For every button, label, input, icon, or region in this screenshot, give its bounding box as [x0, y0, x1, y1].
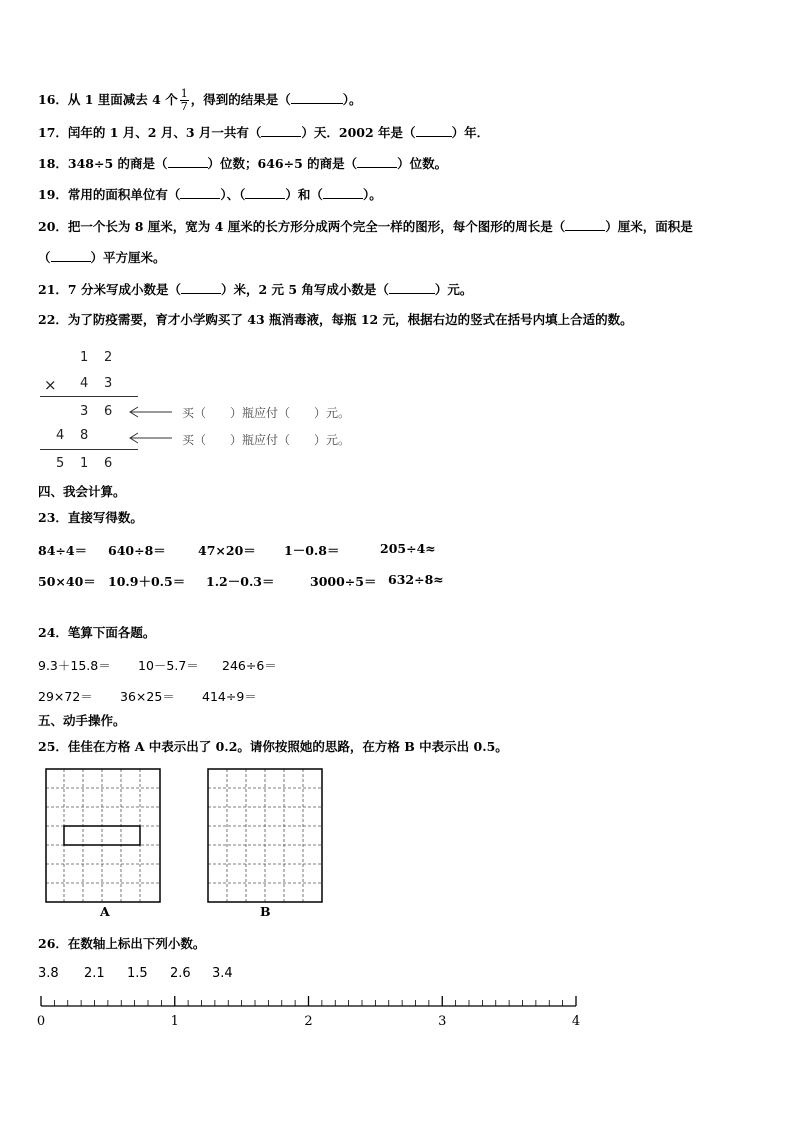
question-24-title: 24．笔算下面各题。 — [38, 625, 156, 640]
calc-item: 9.3＋15.8＝ — [38, 658, 111, 673]
number-line[interactable] — [30, 992, 590, 1032]
answer-blank[interactable] — [181, 282, 221, 294]
axis-label: 3 — [438, 1014, 447, 1029]
answer-blank[interactable] — [565, 219, 605, 231]
answer-blank[interactable] — [357, 156, 397, 168]
axis-label: 0 — [36, 1014, 46, 1029]
question-18: 18．348÷5 的商是（ ）位数；646÷5 的商是（ ）位数。 — [38, 156, 448, 171]
divider-line — [40, 449, 138, 450]
question-17: 17．闰年的 1 月、2 月、3 月一共有（ ）天．2002 年是（ ）年． — [38, 125, 490, 140]
question-16 — [38, 88, 361, 113]
vertical-note-1: 买（ ）瓶应付（ ）元。 — [182, 406, 351, 420]
calc-item: 246÷6＝ — [222, 658, 277, 673]
calc-item: 10.9＋0.5＝ — [108, 574, 186, 589]
q16-text-3: ）。 — [342, 92, 362, 107]
calc-item: 84÷4＝ — [38, 543, 88, 558]
answer-blank[interactable] — [323, 187, 363, 199]
divider-line — [40, 396, 138, 397]
question-23-title: 23．直接写得数。 — [38, 510, 143, 525]
decimal-item: 2.1 — [84, 966, 105, 981]
calc-item: 1.2－0.3＝ — [206, 574, 275, 589]
calc-item: 10－5.7＝ — [138, 658, 199, 673]
grid-b[interactable] — [207, 768, 325, 904]
axis-label: 2 — [304, 1014, 313, 1029]
axis-label: 4 — [571, 1014, 581, 1029]
decimal-item: 1.5 — [127, 966, 148, 981]
question-20-cont: （ ）平方厘米。 — [38, 250, 166, 265]
decimal-item: 3.4 — [212, 966, 233, 981]
calc-item: 640÷8＝ — [108, 543, 166, 558]
q16-text: 16．从 1 里面减去 4 个 — [38, 92, 178, 107]
q16-text-2: ，得到的结果是（ — [190, 92, 291, 107]
grid-a-label: A — [100, 904, 110, 919]
question-22: 22．为了防疫需要，育才小学购买了 43 瓶消毒液，每瓶 12 元，根据右边的竖式在括号内填上合适的数。 — [38, 312, 633, 327]
calc-item: 29×72＝ — [38, 689, 93, 704]
calc-item: 632÷8≈ — [388, 572, 444, 587]
question-21: 21．7 分米写成小数是（ ）米，2 元 5 角写成小数是（ ）元。 — [38, 282, 473, 297]
fraction-one-seventh: $\frac{1}{7}$ — [180, 87, 188, 113]
answer-blank[interactable] — [180, 187, 220, 199]
axis-label: 1 — [170, 1014, 179, 1029]
question-20: 20．把一个长为 8 厘米，宽为 4 厘米的长方形分成两个完全一样的图形，每个图形的周长是（ ）厘米，面积是 — [38, 219, 693, 234]
answer-blank[interactable] — [291, 92, 343, 104]
arrow-icon — [126, 402, 176, 447]
calc-item: 47×20＝ — [198, 543, 256, 558]
answer-blank[interactable] — [51, 250, 91, 262]
times-sign: × — [44, 376, 57, 394]
decimal-item: 3.8 — [38, 966, 59, 981]
calc-item: 3000÷5＝ — [310, 574, 377, 589]
vertical-note-2: 买（ ）瓶应付（ ）元。 — [182, 433, 351, 447]
section-4-heading: 四、我会计算。 — [38, 484, 126, 499]
calc-item: 414÷9＝ — [202, 689, 257, 704]
answer-blank[interactable] — [168, 156, 208, 168]
section-5-heading: 五、动手操作。 — [38, 713, 126, 728]
grid-b-label: B — [260, 904, 271, 919]
decimal-item: 2.6 — [170, 966, 191, 981]
question-26: 26．在数轴上标出下列小数。 — [38, 936, 206, 951]
grid-a — [45, 768, 163, 904]
calc-item: 1－0.8＝ — [284, 543, 340, 558]
answer-blank[interactable] — [261, 125, 301, 137]
question-25: 25．佳佳在方格 A 中表示出了 0.2。请你按照她的思路，在方格 B 中表示出 0.5。 — [38, 739, 508, 754]
question-19: 19．常用的面积单位有（ ）、（ ）和（ ）。 — [38, 187, 382, 202]
answer-blank[interactable] — [245, 187, 285, 199]
answer-blank[interactable] — [416, 125, 452, 137]
answer-blank[interactable] — [389, 282, 435, 294]
calc-item: 36×25＝ — [120, 689, 175, 704]
calc-item: 205÷4≈ — [380, 541, 436, 556]
calc-item: 50×40＝ — [38, 574, 96, 589]
